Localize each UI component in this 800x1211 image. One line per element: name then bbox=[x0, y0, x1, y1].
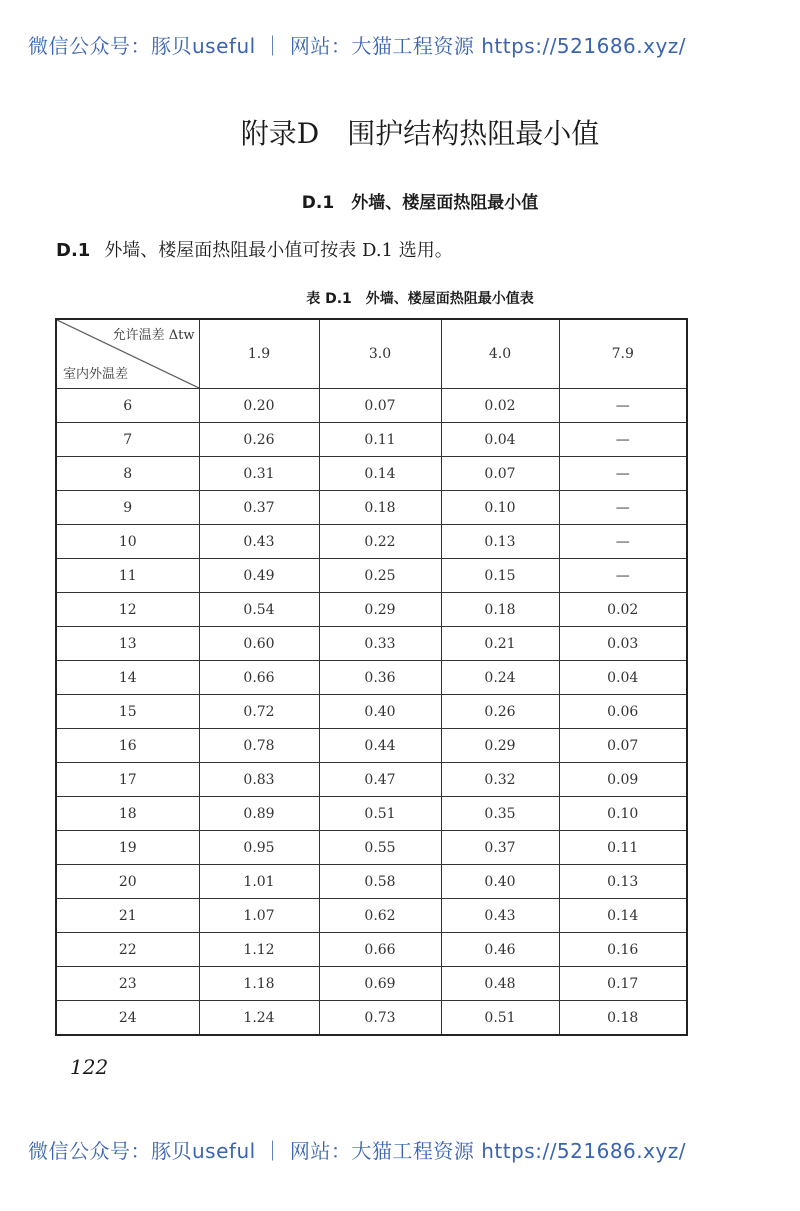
paragraph-number: D.1 bbox=[56, 240, 91, 261]
table-row bbox=[56, 695, 687, 729]
table-cell: 0.10 bbox=[441, 491, 559, 525]
table-cell: 0.11 bbox=[559, 831, 687, 865]
table-cell: 0.54 bbox=[199, 593, 319, 627]
row-header-cell: 16 bbox=[56, 729, 199, 763]
row-header-cell: 21 bbox=[56, 899, 199, 933]
row-header-cell: 23 bbox=[56, 967, 199, 1001]
table-cell: 0.16 bbox=[559, 933, 687, 967]
appendix-title: 附录D 围护结构热阻最小值 bbox=[240, 117, 600, 150]
table-row bbox=[56, 729, 687, 763]
table-cell: 0.66 bbox=[199, 661, 319, 695]
table-cell: 1.24 bbox=[199, 1001, 319, 1036]
table-cell: — bbox=[559, 525, 687, 559]
row-header-cell: 24 bbox=[56, 1001, 199, 1036]
table-cell: 0.46 bbox=[441, 933, 559, 967]
table-cell: 0.44 bbox=[319, 729, 441, 763]
table-cell: 0.18 bbox=[559, 1001, 687, 1036]
table-cell: 0.49 bbox=[199, 559, 319, 593]
table-cell: 0.60 bbox=[199, 627, 319, 661]
watermark-bottom: 微信公众号：豚贝useful ｜ 网站：大猫工程资源 https://521686.xyz/ bbox=[28, 1139, 687, 1163]
table-cell: 0.10 bbox=[559, 797, 687, 831]
table-cell: 0.89 bbox=[199, 797, 319, 831]
table-cell: 0.66 bbox=[319, 933, 441, 967]
table-cell: 0.15 bbox=[441, 559, 559, 593]
table-cell: 0.31 bbox=[199, 457, 319, 491]
page-number: 122 bbox=[70, 1055, 109, 1079]
column-header: 7.9 bbox=[559, 319, 687, 389]
paragraph-text: 外墙、楼屋面热阻最小值可按表 D.1 选用。 bbox=[104, 240, 453, 261]
table-row bbox=[56, 525, 687, 559]
table-cell: 1.01 bbox=[199, 865, 319, 899]
table-cell: 0.58 bbox=[319, 865, 441, 899]
table-cell: 1.07 bbox=[199, 899, 319, 933]
table-cell: 0.13 bbox=[441, 525, 559, 559]
table-cell: 0.13 bbox=[559, 865, 687, 899]
table-cell: 0.72 bbox=[199, 695, 319, 729]
row-header-cell: 13 bbox=[56, 627, 199, 661]
table-row bbox=[56, 763, 687, 797]
column-header: 1.9 bbox=[199, 319, 319, 389]
table-row bbox=[56, 457, 687, 491]
table-cell: 0.14 bbox=[319, 457, 441, 491]
table-cell: 0.26 bbox=[199, 423, 319, 457]
table-cell: 0.83 bbox=[199, 763, 319, 797]
table-cell: 0.43 bbox=[199, 525, 319, 559]
table-cell: 0.43 bbox=[441, 899, 559, 933]
table-row bbox=[56, 933, 687, 967]
table-cell: 0.07 bbox=[559, 729, 687, 763]
table-row bbox=[56, 593, 687, 627]
table-cell: 0.07 bbox=[319, 389, 441, 423]
table-cell: 0.18 bbox=[319, 491, 441, 525]
table-cell: 0.18 bbox=[441, 593, 559, 627]
table-cell: 0.73 bbox=[319, 1001, 441, 1036]
table-cell: 0.07 bbox=[441, 457, 559, 491]
table-cell: 0.51 bbox=[441, 1001, 559, 1036]
column-header: 3.0 bbox=[319, 319, 441, 389]
table-row bbox=[56, 1001, 687, 1036]
corner-header-top: 允许温差 Δtw bbox=[112, 328, 195, 343]
row-header-cell: 12 bbox=[56, 593, 199, 627]
table-cell: — bbox=[559, 389, 687, 423]
table-cell: 0.95 bbox=[199, 831, 319, 865]
table-cell: 0.14 bbox=[559, 899, 687, 933]
table-cell: 0.02 bbox=[441, 389, 559, 423]
table-cell: 0.69 bbox=[319, 967, 441, 1001]
table-cell: 0.29 bbox=[441, 729, 559, 763]
row-header-cell: 8 bbox=[56, 457, 199, 491]
table-cell: 0.51 bbox=[319, 797, 441, 831]
table-cell: 0.25 bbox=[319, 559, 441, 593]
row-header-cell: 17 bbox=[56, 763, 199, 797]
row-header-cell: 11 bbox=[56, 559, 199, 593]
table-cell: — bbox=[559, 423, 687, 457]
section-heading: D.1 外墙、楼屋面热阻最小值 bbox=[301, 193, 539, 213]
table-header-row bbox=[56, 319, 687, 389]
table-caption: 表 D.1 外墙、楼屋面热阻最小值表 bbox=[306, 291, 534, 307]
table-cell: 0.32 bbox=[441, 763, 559, 797]
table-cell: 0.02 bbox=[559, 593, 687, 627]
table-row bbox=[56, 491, 687, 525]
thermal-resistance-table bbox=[55, 318, 688, 1036]
row-header-cell: 6 bbox=[56, 389, 199, 423]
table-row bbox=[56, 831, 687, 865]
table-cell: 0.21 bbox=[441, 627, 559, 661]
watermark-top: 微信公众号：豚贝useful ｜ 网站：大猫工程资源 https://521686.xyz/ bbox=[28, 34, 687, 58]
row-header-cell: 18 bbox=[56, 797, 199, 831]
table-cell: 0.24 bbox=[441, 661, 559, 695]
table-cell: 0.40 bbox=[441, 865, 559, 899]
table-cell: 0.09 bbox=[559, 763, 687, 797]
table-cell: 0.47 bbox=[319, 763, 441, 797]
column-header: 4.0 bbox=[441, 319, 559, 389]
row-header-cell: 14 bbox=[56, 661, 199, 695]
table-cell: — bbox=[559, 559, 687, 593]
table-row bbox=[56, 389, 687, 423]
corner-header-cell bbox=[56, 319, 199, 389]
row-header-cell: 9 bbox=[56, 491, 199, 525]
table-cell: 0.35 bbox=[441, 797, 559, 831]
table-cell: 0.22 bbox=[319, 525, 441, 559]
table-row bbox=[56, 967, 687, 1001]
table-cell: 0.78 bbox=[199, 729, 319, 763]
table-cell: 0.20 bbox=[199, 389, 319, 423]
table-cell: — bbox=[559, 457, 687, 491]
table-cell: 0.37 bbox=[199, 491, 319, 525]
table-cell: 0.06 bbox=[559, 695, 687, 729]
table-cell: 1.12 bbox=[199, 933, 319, 967]
table-cell: 0.33 bbox=[319, 627, 441, 661]
table-row bbox=[56, 661, 687, 695]
table-cell: 0.11 bbox=[319, 423, 441, 457]
corner-header-bottom: 室内外温差 bbox=[63, 367, 129, 382]
table-cell: 0.04 bbox=[559, 661, 687, 695]
row-header-cell: 22 bbox=[56, 933, 199, 967]
row-header-cell: 15 bbox=[56, 695, 199, 729]
table-cell: 0.37 bbox=[441, 831, 559, 865]
row-header-cell: 10 bbox=[56, 525, 199, 559]
table-row bbox=[56, 899, 687, 933]
table-row bbox=[56, 865, 687, 899]
table-cell: 0.17 bbox=[559, 967, 687, 1001]
table-row bbox=[56, 423, 687, 457]
table-row bbox=[56, 797, 687, 831]
table-cell: 0.48 bbox=[441, 967, 559, 1001]
table-cell: 0.29 bbox=[319, 593, 441, 627]
table-cell: 1.18 bbox=[199, 967, 319, 1001]
paragraph bbox=[56, 236, 453, 262]
table-cell: 0.40 bbox=[319, 695, 441, 729]
table-cell: 0.26 bbox=[441, 695, 559, 729]
table-cell: 0.04 bbox=[441, 423, 559, 457]
table-cell: 0.55 bbox=[319, 831, 441, 865]
row-header-cell: 7 bbox=[56, 423, 199, 457]
table-cell: 0.62 bbox=[319, 899, 441, 933]
table-cell: 0.36 bbox=[319, 661, 441, 695]
table-cell: 0.03 bbox=[559, 627, 687, 661]
row-header-cell: 20 bbox=[56, 865, 199, 899]
table-row bbox=[56, 559, 687, 593]
table-cell: — bbox=[559, 491, 687, 525]
table-row bbox=[56, 627, 687, 661]
row-header-cell: 19 bbox=[56, 831, 199, 865]
